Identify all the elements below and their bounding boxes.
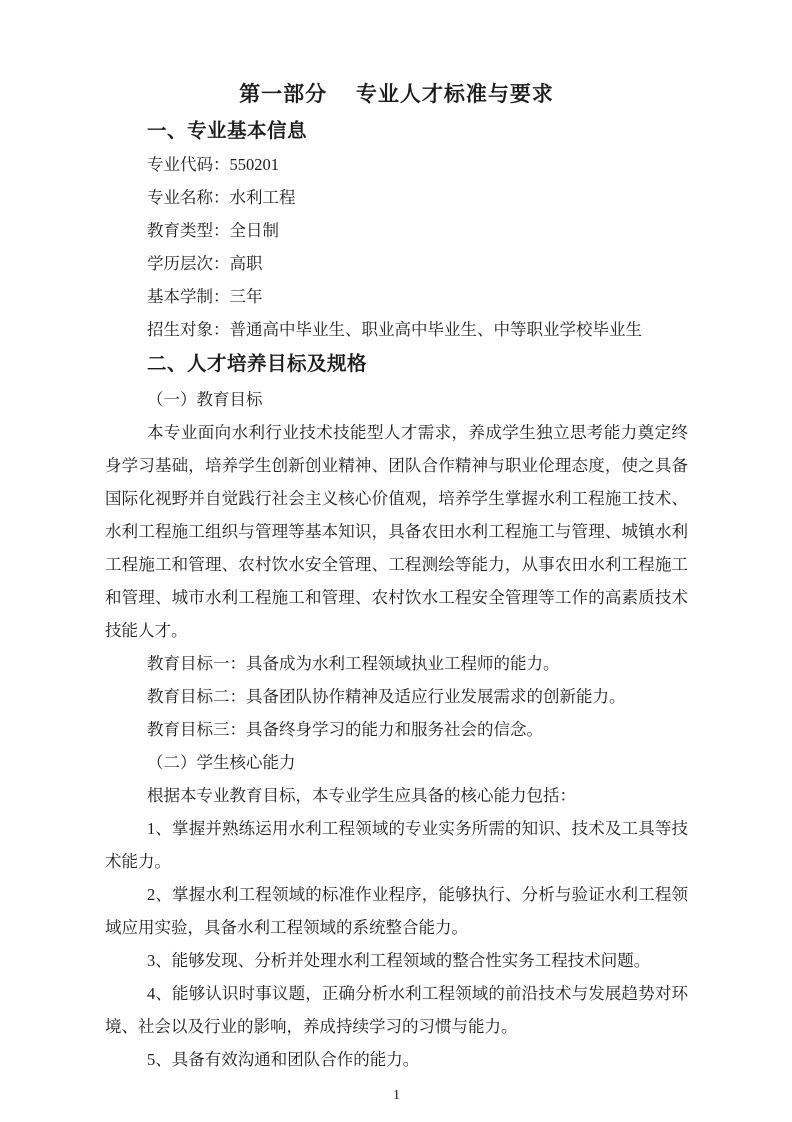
core-competency-4: 4、能够认识时事议题，正确分析水利工程领域的前沿技术与发展趋势对环境、社会以及行业的影响，养成持续学习的习惯与能力。 [105,984,688,1036]
core-competency-2: 2、掌握水利工程领域的标准作业程序，能够执行、分析与验证水利工程领域应用实验，具备水利工程领域的系统整合能力。 [105,885,688,937]
education-goal-2: 教育目标二：具备团队协作精神及适应行业发展需求的创新能力。 [147,687,626,706]
basic-info-list [105,148,688,346]
page-number: 1 [393,1088,400,1103]
subsection-education-goals [105,383,688,746]
core-competencies-intro: 根据本专业教育目标，本专业学生应具备的核心能力包括： [147,786,576,805]
subsection-heading-education-goals: （一）教育目标 [147,390,263,409]
info-line-education-level: 学历层次：高职 [147,254,263,273]
core-competency-5: 5、具备有效沟通和团队合作的能力。 [147,1050,420,1069]
subsection-core-competencies [105,746,688,1076]
info-line-education-type: 教育类型：全日制 [147,221,279,240]
core-competency-1: 1、掌握并熟练运用水利工程领域的专业实务所需的知识、技术及工具等技术能力。 [105,819,688,871]
info-line-program-length: 基本学制：三年 [147,287,263,306]
section-heading-basic-info: 一、专业基本信息 [147,120,308,142]
education-goals-paragraph: 本专业面向水利行业技术技能型人才需求，养成学生独立思考能力奠定终身学习基础，培养学生创新创业精神、团队合作精神与职业伦理态度，使之具备国际化视野并自觉践行社会主义核心价值观，培养学生掌握水利工程施工技术、水利工程施工组织与管理等基本知识，具备农田水利工程施工与管理、城镇水利工程施工和管理、农村饮水安全管理、工程测绘等能力，从事农田水利工程施工和管理、城市水利工程施工和管理、农村饮水工程安全管理等工作的高素质技术技能人才。 [105,423,688,640]
document-title: 第一部分 专业人才标准与要求 [239,83,554,106]
info-line-major-code: 专业代码：550201 [147,155,279,174]
education-goal-3: 教育目标三：具备终身学习的能力和服务社会的信念。 [147,720,543,739]
info-line-major-name: 专业名称：水利工程 [147,188,296,207]
info-line-enrollment-target: 招生对象：普通高中毕业生、职业高中毕业生、中等职业学校毕业生 [147,320,642,339]
section-heading-training-objectives: 二、人才培养目标及规格 [147,353,368,375]
core-competency-3: 3、能够发现、分析并处理水利工程领域的整合性实务工程技术问题。 [147,951,651,970]
subsection-heading-core-competencies: （二）学生核心能力 [147,753,296,772]
education-goal-1: 教育目标一：具备成为水利工程领域执业工程师的能力。 [147,654,560,673]
